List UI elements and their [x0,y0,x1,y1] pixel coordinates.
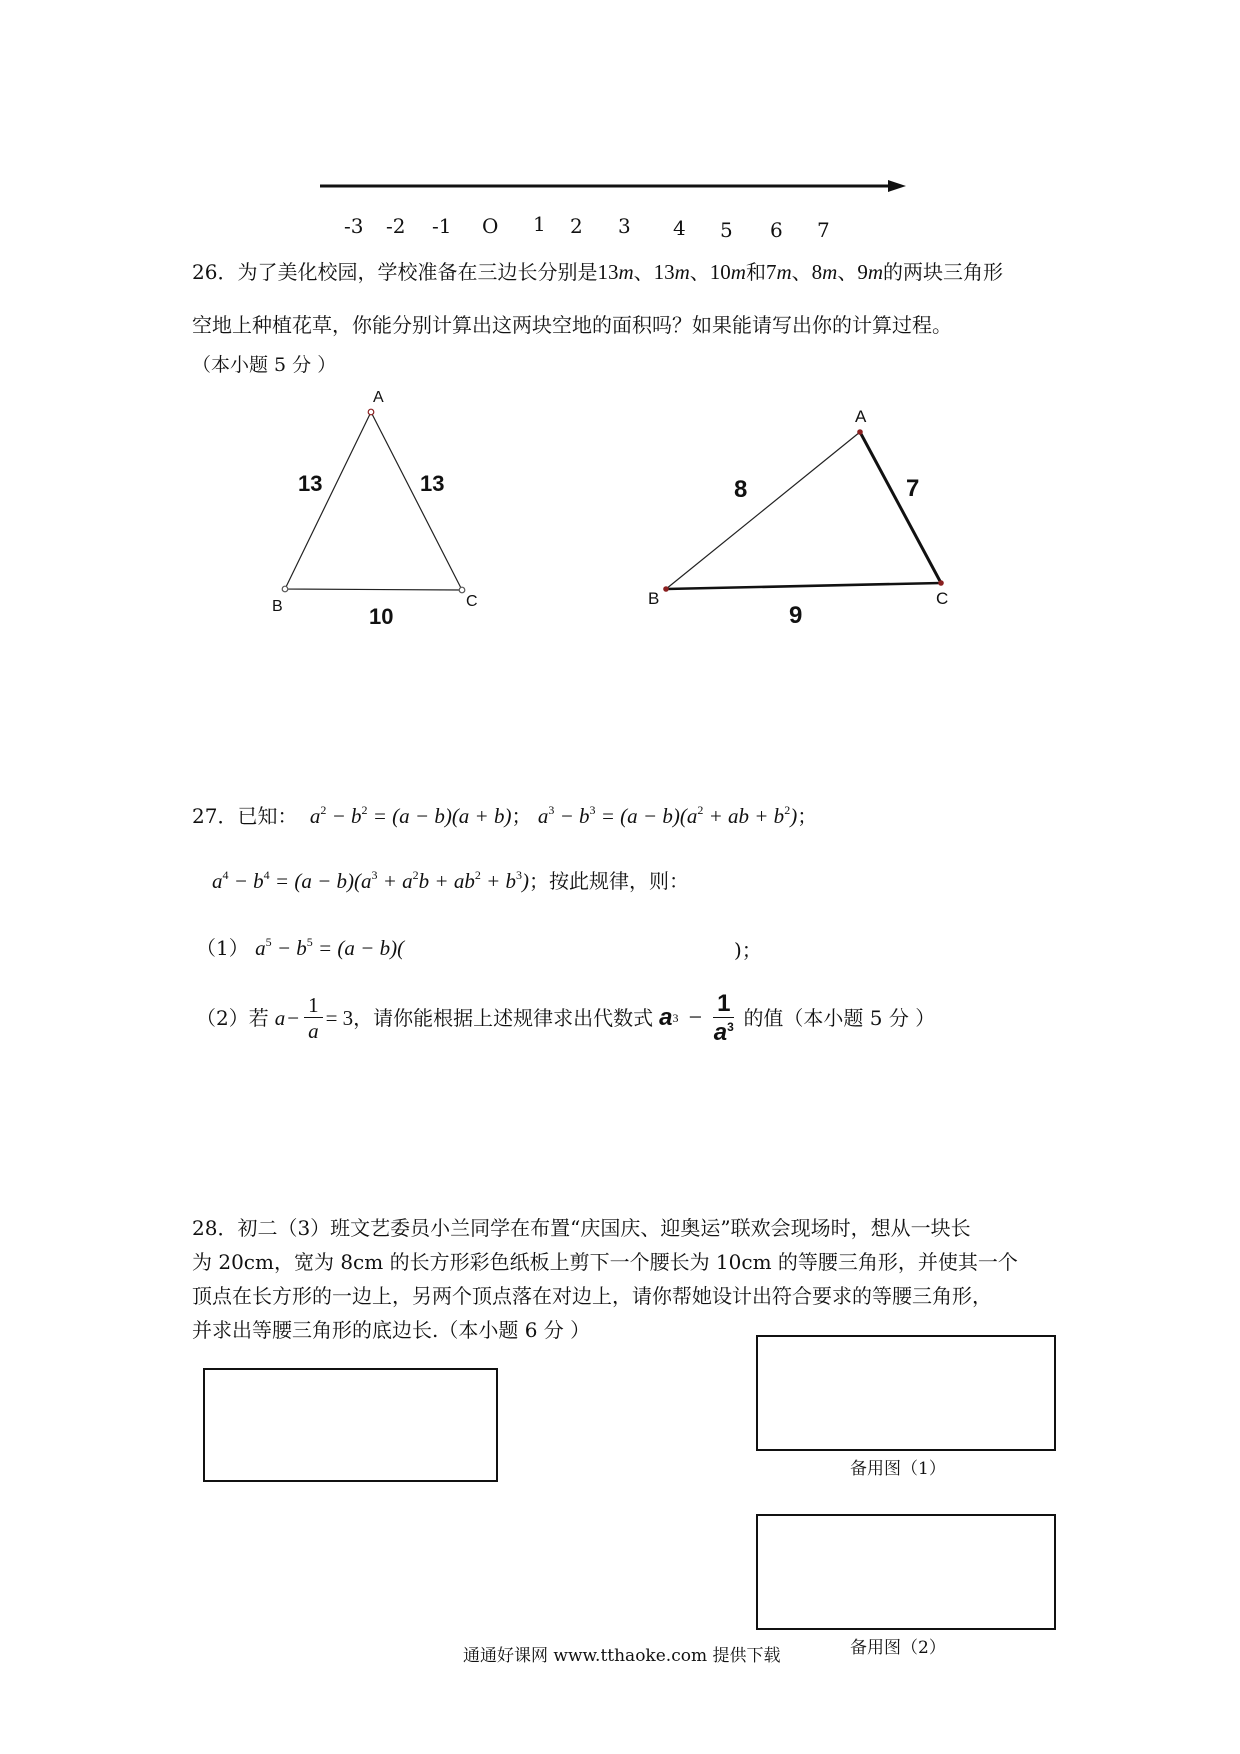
tick-label: 6 [770,218,783,242]
given-equation: a − $\frac{1}{a}$ = 3 [274,992,354,1043]
part-label: （2）若 [196,1006,269,1030]
tick-label: 2 [570,214,583,238]
fraction: $\frac{1}{a}$ [304,994,323,1042]
q28-line1: 28．初二（3）班文艺委员小兰同学在布置“庆国庆、迎奥运”联欢会现场时，想从一块长 [192,1216,971,1240]
rectangle-spare-figure-1 [756,1335,1056,1451]
tick-label: 5 [720,218,733,242]
side-length-ac: 13 [420,471,445,496]
q27-part1-close: )； [734,938,762,962]
q26-line2: 空地上种植花草，你能分别计算出这两块空地的面积吗？如果能请写出你的计算过程。 [192,313,952,337]
vertex-label-a: A [373,389,384,406]
vertex-label-c: C [936,589,949,608]
q26-number: 26． [192,260,238,284]
vertex-label-b: B [272,598,283,615]
number-line [300,178,920,242]
tick-label: 1 [533,212,546,236]
side-length-ac: 7 [906,475,920,502]
side-length-ab: 13 [298,471,323,496]
rectangle-spare-figure-2 [756,1514,1056,1630]
target-expression: a 3 − $\frac{1}{a^3}$ [659,989,734,1046]
q27-line1: 27．已知： $a^2 - b^2 = (a - b)(a + b)$； $a^3 - b^3 = (a - b)(a^2$ + ab + $b^2$)； [192,803,818,828]
q26-line1: 26．为了美化校园，学校准备在三边长分别是13m、13m、10m和7m、8m、9m的两块三角形 [192,260,1003,284]
triangle-figure-1 [250,380,500,640]
side-length-ab: 8 [734,476,748,503]
q28-line4: 并求出等腰三角形的底边长.（本小题 6 分 ） [192,1318,591,1342]
part-label: （1） [196,936,249,960]
q27-part1 [196,935,405,960]
formula-diff-of-fifth-powers: $a^5 - b^5 = (a - b)$( [255,935,405,960]
vertex-label-b: B [648,589,660,608]
tick-label: 4 [673,216,686,240]
q26-score: （本小题 5 分 ） [192,354,337,376]
tick-label: -1 [432,214,452,238]
q27-part2: （2）若 a − $\frac{1}{a}$ = 3 ，请你能根据上述规律求出代数式 a 3 − $\frac{1}{a^3}$ 的值（本小题 5 分 ） [196,989,936,1046]
tick-label: -2 [386,214,406,238]
footer-source: 通通好课网 www.tthaoke.com 提供下载 [463,1646,781,1666]
rectangle-answer-area [203,1368,498,1482]
spare-figure-caption-2: 备用图（2） [850,1638,946,1658]
q27-number: 27． [192,804,238,828]
tick-label-origin: O [482,214,499,238]
q28-line3: 顶点在长方形的一边上，另两个顶点落在对边上，请你帮她设计出符合要求的等腰三角形， [192,1284,992,1308]
fraction: $\frac{1}{a^3}$ [713,989,734,1046]
tick-label: 7 [817,218,830,242]
tick-label: -3 [344,214,364,238]
vertex-label-a: A [855,407,867,426]
spare-figure-caption-1: 备用图（1） [850,1459,946,1479]
triangle-figure-2 [640,400,960,620]
tick-label: 3 [618,214,631,238]
q28-line2: 为 20cm，宽为 8cm 的长方形彩色纸板上剪下一个腰长为 10cm 的等腰三角形，并使其一个 [192,1250,1018,1274]
formula-diff-of-fourth-powers: $a^4 - b^4 = (a - b)(a^3 + a^2b + ab^2 + b^3)$ [212,868,530,893]
formula-diff-of-squares: $a^2 - b^2 = (a - b)(a + b)$ [309,803,512,828]
number-line-axis [300,178,920,198]
formula-diff-of-cubes: $a^3 - b^3 = (a - b)(a^2$ + ab + $b^2$) [537,803,798,828]
vertex-label-c: C [466,593,478,610]
q27-line2: $a^4 - b^4 = (a - b)(a^3 + a^2b + ab^2 + b^3)$；按此规律，则： [212,868,690,893]
side-length-bc: 9 [789,602,803,629]
side-length-bc: 10 [369,604,394,629]
